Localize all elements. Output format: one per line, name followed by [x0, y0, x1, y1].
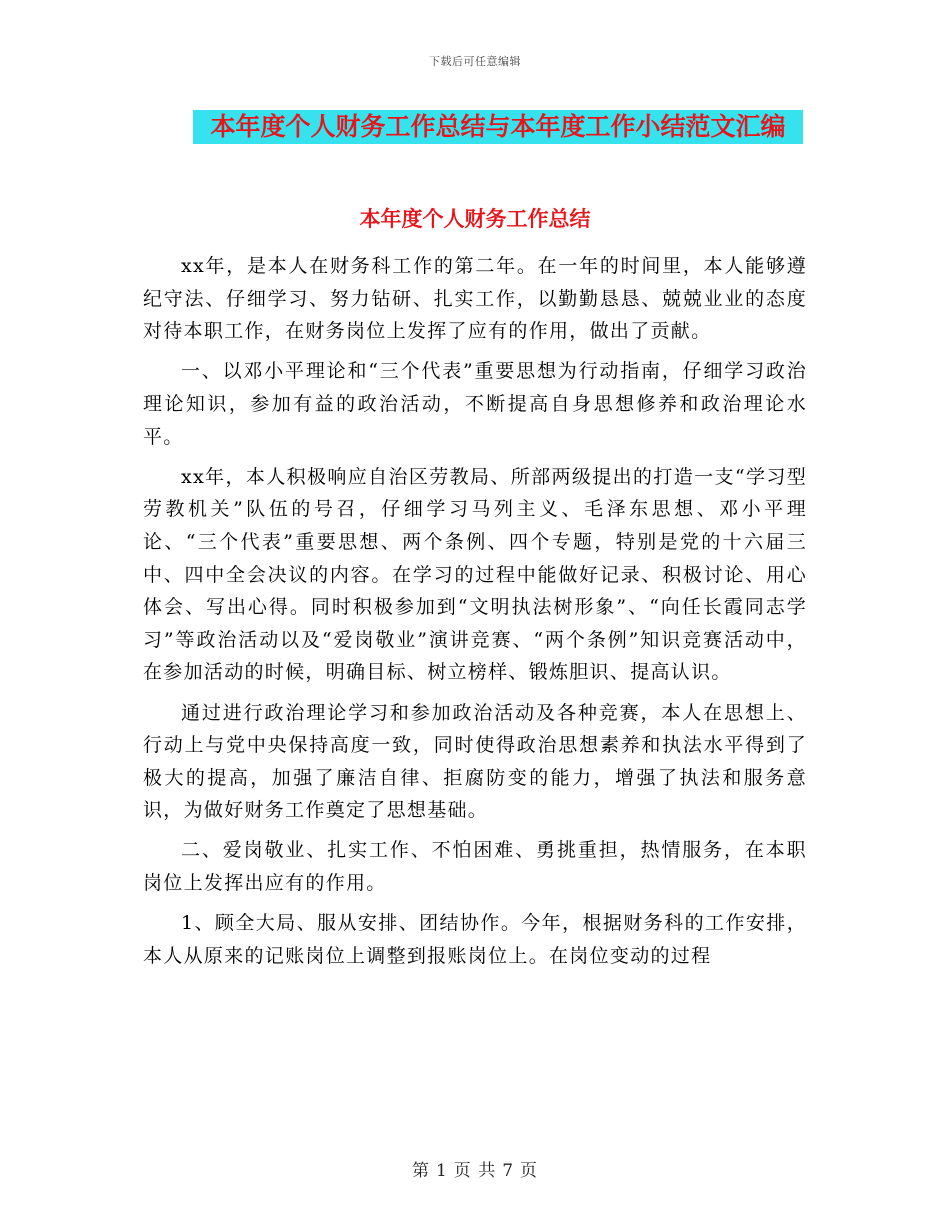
section-title: 本年度个人财务工作总结 — [359, 206, 591, 231]
footer-suffix: 页 — [520, 1161, 539, 1181]
paragraph: 二、爱岗敬业、扎实工作、不怕困难、勇挑重担，热情服务，在本职岗位上发挥出应有的作用。 — [143, 839, 807, 895]
footer-prefix: 第 — [411, 1161, 430, 1181]
document-body — [143, 250, 807, 980]
page-footer — [0, 1156, 950, 1181]
paragraph: xx年，是本人在财务科工作的第二年。在一年的时间里，本人能够遵纪守法、仔细学习、努力钻研、扎实工作，以勤勤恳恳、兢兢业业的态度对待本职工作，在财务岗位上发挥了应有的作用，做出了贡献。 — [143, 255, 807, 343]
footer-mid: 页 共 — [453, 1161, 497, 1181]
header-note: 下载后可任意编辑 — [429, 55, 521, 68]
paragraph: xx年，本人积极响应自治区劳教局、所部两级提出的打造一支“学习型劳教机关”队伍的号召，仔细学习马列主义、毛泽东思想、邓小平理论、“三个代表”重要思想、两个条例、四个专题，特别是党的十六届三中、四中全会决议的内容。在学习的过程中能做好记录、积极讨论、用心体会、写出心得。同时积极参加到“文明执法树形象”、“向任长霞同志学习”等政治活动以及“爱岗敬业”演讲竞赛、“两个条例”知识竞赛活动中，在参加活动的时候，明确目标、树立榜样、锻炼胆识、提高认识。 — [143, 465, 807, 684]
paragraph: 一、以邓小平理论和“三个代表”重要思想为行动指南，仔细学习政治理论知识，参加有益的政治活动，不断提高自身思想修养和政治理论水平。 — [143, 360, 807, 448]
document-title: 本年度个人财务工作总结与本年度工作小结范文汇编 — [210, 112, 786, 141]
page-number: 1 — [435, 1161, 448, 1181]
paragraph: 通过进行政治理论学习和参加政治活动及各种竞赛，本人在思想上、行动上与党中央保持高度一致，同时使得政治思想素养和执法水平得到了极大的提高，加强了廉洁自律、拒腐防变的能力，增强了执法和服务意识，为做好财务工作奠定了思想基础。 — [143, 701, 807, 822]
paragraph: 1、顾全大局、服从安排、团结协作。今年，根据财务科的工作安排，本人从原来的记账岗位上调整到报账岗位上。在岗位变动的过程 — [143, 912, 807, 967]
page-total: 7 — [502, 1161, 515, 1181]
